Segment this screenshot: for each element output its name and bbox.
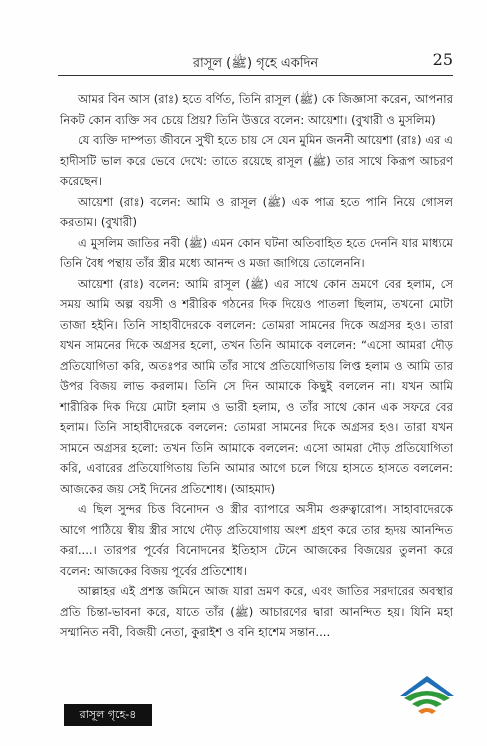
paragraph: আয়েশা (রাঃ) বলেন: আমি ও রাসূল (ﷺ) এক পাত্র হতে পানি নিয়ে গোসল করতাম। (বুখারী) <box>60 194 454 229</box>
paragraph: এ ছিল সুন্দর চিত্ত বিনোদন ও স্ত্রীর ব্যাপারে অসীম গুরুত্বারোপ। সাহাবাদেরকে আগে পাঠিয়ে স্বীয় স্ত্রীর সাথে দৌড় প্রতিযোগায় অংশ গ্রহণ করে তার হৃদয় আনন্দিত করা....। তারপর পূর্বের বিনোদনের ইতিহাস টেনে আজকের বিজয়ের তুলনা করে বলেন: আজকের বিজয় পূর্বের প্রতিশোধ। <box>60 502 453 578</box>
page-header <box>58 50 453 74</box>
header-divider <box>58 75 453 76</box>
page-number: 25 <box>432 50 453 69</box>
body-text <box>60 89 453 643</box>
publisher-logo-icon <box>392 662 462 722</box>
paragraph: আমর বিন আস (রাঃ) হতে বর্ণিত, তিনি রাসূল (ﷺ) কে জিজ্ঞাসা করেন, আপনার নিকট কোন ব্যক্তি সব চেয়ে প্রিয়? তিনি উত্তরে বলেন: আয়েশা। (বুখারী ও মুসলিম) <box>60 92 453 127</box>
paragraph: আল্লাহর এই প্রশস্ত জমিনে আজ যারা ভ্রমণ করে, এবং জাতির সরদারের অবস্থার প্রতি চিন্তা-ভাবনা করে, যাতে তাঁর (ﷺ) আচারণের দ্বারা আনন্দিত হয়। যিনি মহা সম্মানিত নবী, বিজয়ী নেতা, কুরাইশ ও বনি হাশেম সন্তান.... <box>60 584 453 639</box>
paragraph: এ মুসলিম জাতির নবী (ﷺ) এমন কোন ঘটনা অতিবাহিত হতে দেননি যার মাধ্যমে তিনি বৈধ পন্থায় তাঁর স্ত্রীর মধ্যে আনন্দ ও মজা জাগিয়ে তোলেননি। <box>60 235 453 270</box>
paragraph: যে ব্যক্তি দাম্পত্য জীবনে সুখী হতে চায় সে যেন মুমিন জননী আয়েশা (রাঃ) এর এ হাদীসটি ভাল করে ভেবে দেখে: তাতে রয়েছে রাসূল (ﷺ) তার সাথে কিরূপ আচরণ করেছেন। <box>60 133 453 188</box>
paragraph: আয়েশা (রাঃ) বলেন: আমি রাসূল (ﷺ) এর সাথে কোন ভ্রমণে বের হলাম, সে সময় আমি অল্প বয়সী ও শরীরিক গঠনের দিক দিয়েও পাতলা ছিলাম, তখনো মোটা তাজা হইনি। তিনি সাহাবীদেরকে বললেন: তোমরা সামনের দিকে অগ্রসর হও। তারা যখন সামনের দিকে অগ্রসর হলো, তখন তিনি আমাকে বললেন: “এসো আমরা দৌড় প্রতিযোগিতা করি, অতঃপর আমি তাঁর সাথে প্রতিযোগিতায় লিপ্ত হলাম ও আমি তার উপর বিজয় লাভ করলাম। তিনি সে দিন আমাকে কিছুই বললেন না। যখন আমি শারীরিক দিক দিয়ে মোটা হলাম ও ভারী হলাম, ও তাঁর সাথে কোন এক সফরে বের হলাম। তিনি সাহাবীদেরকে বললেন: তোমরা সামনের দিকে অগ্রসর হও। তারা যখন সামনে অগ্রসর হলো: তখন তিনি আমাকে বললেন: এসো আমরা দৌড় প্রতিযোগিতা করি, এবারের প্রতিযোগিতায় তিনি আমার আগে চলে গিয়ে হাসতে হাসতে বললেন: আজকের জয় সেই দিনের প্রতিশোধ। (আহমাদ) <box>60 276 454 496</box>
running-title: রাসূল (ﷺ) গৃহে একদিন <box>192 56 319 71</box>
chapter-tab: রাসূল গৃহে-৪ <box>64 704 152 726</box>
